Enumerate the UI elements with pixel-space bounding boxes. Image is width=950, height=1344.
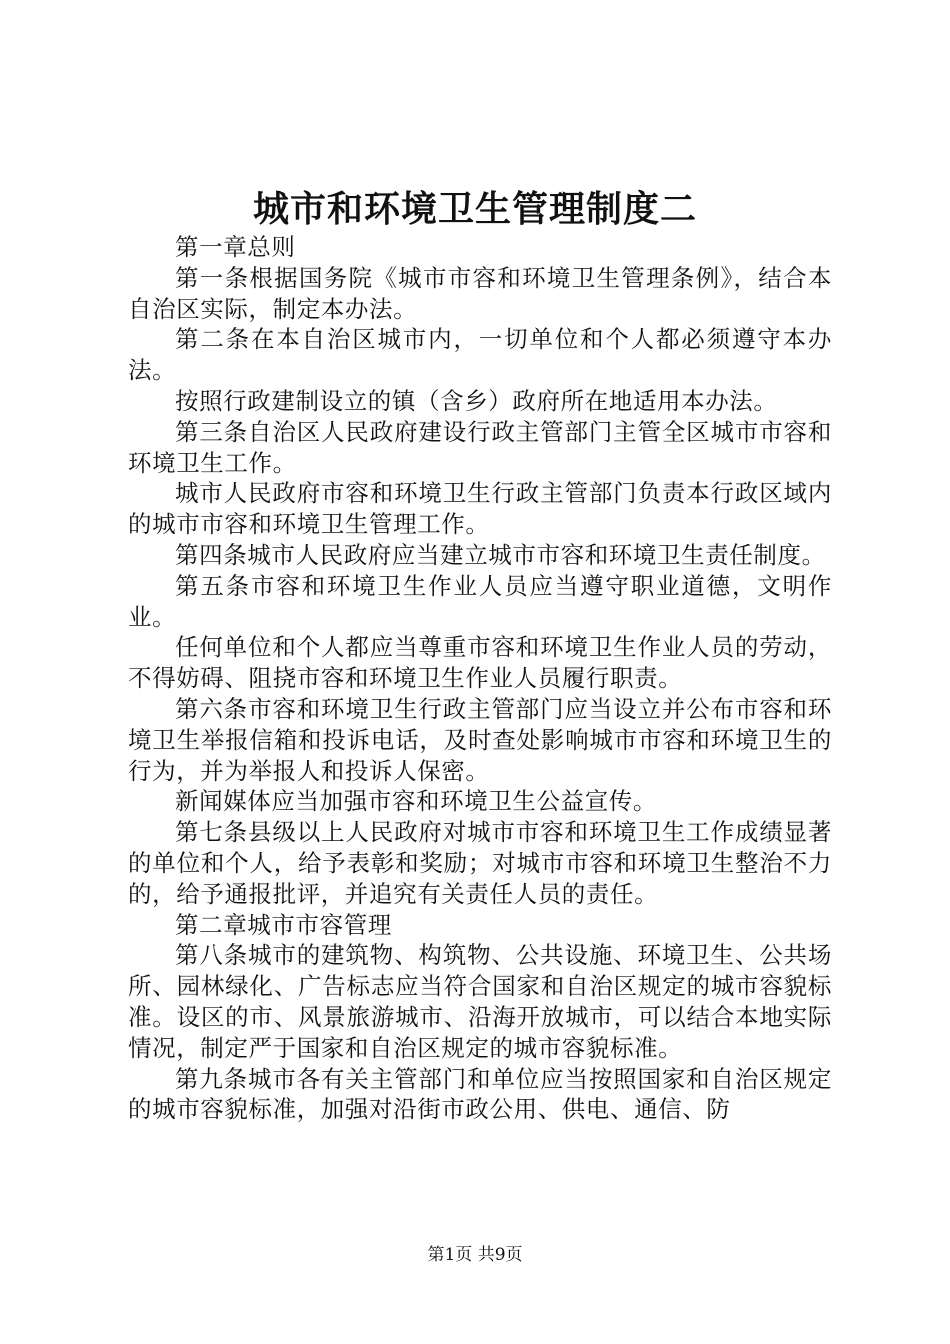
paragraph-article-8: 第八条城市的建筑物、构筑物、公共设施、环境卫生、公共场所、园林绿化、广告标志应当符合国家和自治区规定的城市容貌标准。设区的市、风景旅游城市、沿海开放城市，可以结合本地实际情况，制定严于国家和自治区规定的城市容貌标准。 (128, 941, 832, 1062)
paragraph-article-1: 第一条根据国务院《城市市容和环境卫生管理条例》，结合本自治区实际，制定本办法。 (128, 263, 832, 323)
document-body (128, 232, 832, 1125)
paragraph-article-3: 第三条自治区人民政府建设行政主管部门主管全区城市市容和环境卫生工作。 (128, 417, 832, 477)
paragraph-article-5: 第五条市容和环境卫生作业人员应当遵守职业道德，文明作业。 (128, 571, 832, 631)
paragraph-chapter-2-heading: 第二章城市市容管理 (175, 910, 392, 939)
paragraph-article-6-media: 新闻媒体应当加强市容和环境卫生公益宣传。 (175, 787, 657, 816)
paragraph-article-9: 第九条城市各有关主管部门和单位应当按照国家和自治区规定的城市容貌标准，加强对沿街市政公用、供电、通信、防 (128, 1064, 832, 1124)
paragraph-article-5-respect: 任何单位和个人都应当尊重市容和环境卫生作业人员的劳动，不得妨碍、阻挠市容和环境卫生作业人员履行职责。 (128, 633, 832, 693)
paragraph-article-3-city: 城市人民政府市容和环境卫生行政主管部门负责本行政区域内的城市市容和环境卫生管理工作。 (128, 479, 832, 539)
paragraph-article-7: 第七条县级以上人民政府对城市市容和环境卫生工作成绩显著的单位和个人，给予表彰和奖励；对城市市容和环境卫生整治不力的，给予通报批评，并追究有关责任人员的责任。 (128, 818, 832, 908)
document-title: 城市和环境卫生管理制度二 (252, 188, 697, 230)
paragraph-article-6: 第六条市容和环境卫生行政主管部门应当设立并公布市容和环境卫生举报信箱和投诉电话，及时查处影响城市市容和环境卫生的行为，并为举报人和投诉人保密。 (128, 694, 832, 785)
paragraph-chapter-1-heading: 第一章总则 (175, 233, 296, 261)
paragraph-article-2-scope: 按照行政建制设立的镇（含乡）政府所在地适用本办法。 (175, 386, 778, 415)
paragraph-article-4: 第四条城市人民政府应当建立城市市容和环境卫生责任制度。 (175, 540, 826, 569)
page-footer: 第1页 共9页 (427, 1245, 523, 1265)
paragraph-article-2: 第二条在本自治区城市内，一切单位和个人都必须遵守本办法。 (128, 325, 832, 385)
